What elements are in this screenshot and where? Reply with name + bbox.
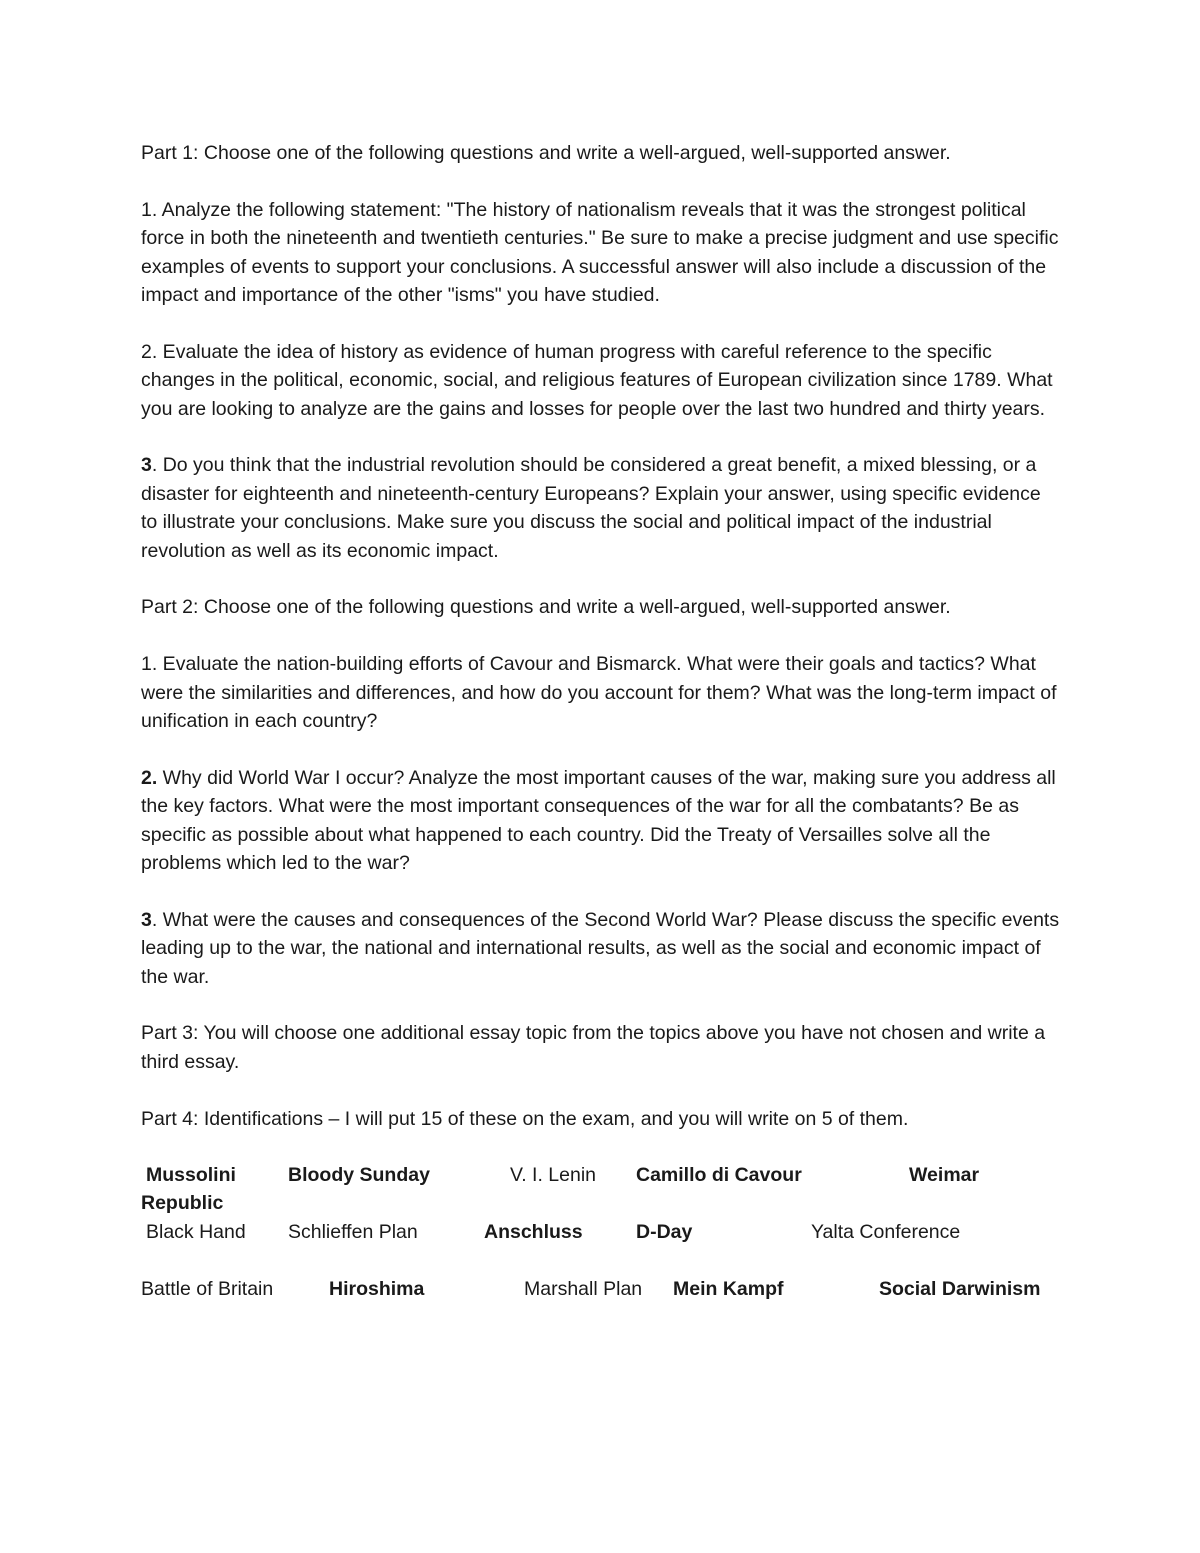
part2-question-2 [141, 764, 1061, 878]
question-number: 1. [141, 198, 158, 221]
term-anschluss: Anschluss [484, 1221, 583, 1244]
part2-heading: Part 2: Choose one of the following questions and write a well-argued, well-supported answer. [141, 596, 951, 619]
question-number: 2. [141, 766, 158, 789]
term-marshall-plan: Marshall Plan [524, 1278, 643, 1301]
part2-question-3 [141, 906, 1061, 991]
term-black-hand: Black Hand [146, 1221, 246, 1244]
term-battle-of-britain: Battle of Britain [141, 1278, 274, 1301]
question-text: . Do you think that the industrial revolution should be considered a great benefit, a mixed blessing, or a disaster for eighteenth and nineteenth-century Europeans? Explain your answer, using specific evidence to illustrate your conclusions. Make sure you discuss the social and political impact of the industrial revolution as well as its economic impact. [141, 454, 1041, 562]
term-cavour: Camillo di Cavour [636, 1164, 802, 1187]
exam-document [141, 139, 1061, 1311]
identifications-list [141, 1161, 1061, 1311]
part1-heading: Part 1: Choose one of the following questions and write a well-argued, well-supported answer. [141, 142, 951, 164]
question-number: 2. [141, 340, 158, 363]
part1-question-3 [141, 451, 1061, 565]
part4-heading: Part 4: Identifications – I will put 15 of these on the exam, and you will write on 5 of them. [141, 1107, 909, 1130]
part1-question-2 [141, 338, 1061, 423]
term-bloody-sunday: Bloody Sunday [288, 1164, 430, 1187]
term-lenin: V. I. Lenin [510, 1164, 597, 1187]
question-number: 3 [141, 908, 152, 931]
term-mein-kampf: Mein Kampf [673, 1278, 784, 1301]
term-schlieffen-plan: Schlieffen Plan [288, 1221, 418, 1244]
question-text: . What were the causes and consequences of the Second World War? Please discuss the specific events leading up to the war, the national and international results, as well as the social and economic impact of the war. [141, 908, 1060, 988]
part2-question-1 [141, 650, 1061, 735]
term-mussolini: Mussolini [146, 1164, 236, 1187]
question-number: 1. [141, 653, 158, 676]
question-text: Analyze the following statement: "The history of nationalism reveals that it was the strongest political force in both the nineteenth and twentieth centuries." Be sure to make a precise judgment and use specific examples of events to support your conclusions. A successful answer will also include a discussion of the impact and importance of the other "isms" you have studied. [141, 198, 1059, 307]
question-text: Evaluate the nation-building efforts of Cavour and Bismarck. What were their goals and tactics? What were the similarities and differences, and how do you account for them? What was the long-term impact of unification in each country? [141, 653, 1057, 733]
question-number: 3 [141, 454, 152, 477]
term-republic: Republic [141, 1192, 224, 1215]
term-d-day: D-Day [636, 1221, 693, 1244]
part1-question-1 [141, 196, 1061, 310]
term-weimar: Weimar [909, 1164, 980, 1187]
question-text: Why did World War I occur? Analyze the most important causes of the war, making sure you address all the key factors. What were the most important consequences of the war for all the combatants? Be as specific as possible about what happened to each country. Did the Treaty of Versailles solve all the problems which led to the war? [141, 766, 1056, 875]
term-hiroshima: Hiroshima [329, 1278, 425, 1301]
part3-paragraph: Part 3: You will choose one additional essay topic from the topics above you have not chosen and write a third essay. [141, 1022, 1046, 1073]
term-social-darwinism: Social Darwinism [879, 1278, 1041, 1301]
term-yalta-conference: Yalta Conference [811, 1221, 961, 1244]
question-text: Evaluate the idea of history as evidence of human progress with careful reference to the specific changes in the political, economic, social, and religious features of European civilization since 1789. What you are looking to analyze are the gains and losses for people over the last two hundred and thirty years. [141, 340, 1053, 420]
